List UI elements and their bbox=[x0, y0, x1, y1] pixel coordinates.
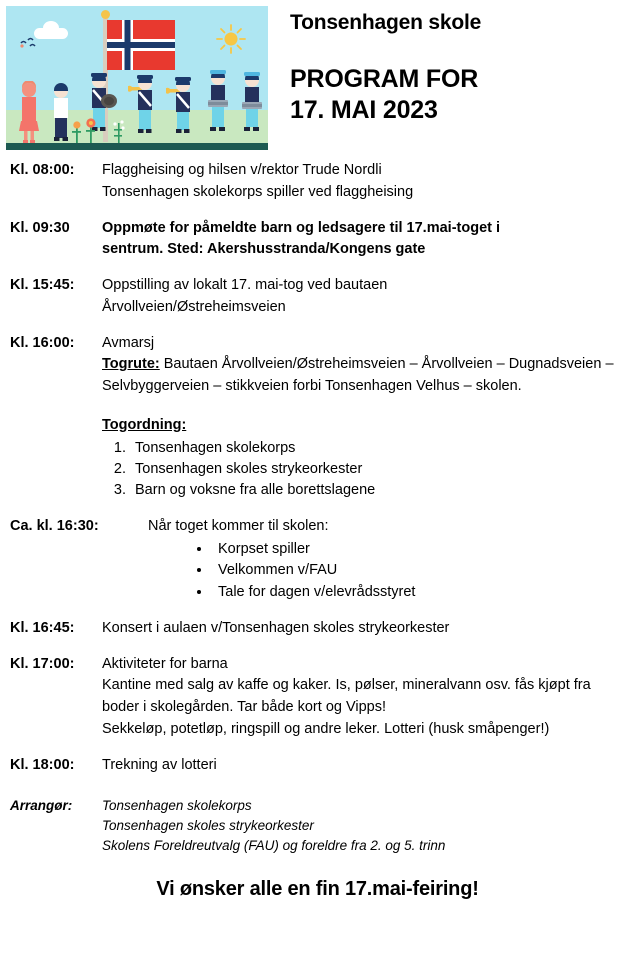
program-row-1645 bbox=[10, 618, 625, 640]
program-content-0800 bbox=[102, 160, 625, 204]
program-time-1700: Kl. 17:00: bbox=[10, 655, 75, 672]
togordning-list bbox=[102, 438, 625, 502]
program-title-line-1: PROGRAM FOR bbox=[290, 65, 479, 94]
program-row-1700 bbox=[10, 654, 625, 741]
program-line: Avmarsj bbox=[102, 334, 155, 351]
program-content-1645 bbox=[102, 618, 625, 640]
togrute-text: Bautaen Årvollveien/Østreheimsveien – Årvollveien – Dugnadsveien – Selvbyggerveien – stikkveien forbi Tonsenhagen Velhus – skolen. bbox=[102, 356, 614, 394]
list-item: • Tale for dagen v/elevrådsstyret bbox=[212, 582, 625, 604]
program-row-0800 bbox=[10, 160, 625, 204]
page-header bbox=[0, 0, 633, 150]
togrute-paragraph bbox=[102, 354, 625, 398]
organizer-line: Tonsenhagen skoles strykeorkester bbox=[102, 818, 314, 834]
flag-pole-knob bbox=[101, 10, 110, 19]
program-time-1545: Kl. 15:45: bbox=[10, 277, 75, 293]
togordning-label: Togordning: bbox=[102, 416, 187, 433]
program-line: Flaggheising og hilsen v/rektor Trude Nordli bbox=[102, 162, 382, 178]
program-title bbox=[290, 64, 633, 127]
program-row-1630 bbox=[10, 516, 625, 604]
program-row-0930 bbox=[10, 218, 625, 262]
program-line: Konsert i aulaen v/Tonsenhagen skoles strykeorkester bbox=[102, 619, 450, 636]
program-time-1645: Kl. 16:45: bbox=[10, 619, 75, 636]
program-time-1630: Ca. kl. 16:30: bbox=[10, 517, 99, 534]
program-content-1630 bbox=[148, 516, 625, 604]
program-row-1800 bbox=[10, 755, 625, 777]
list-item: 1. Tonsenhagen skolekorps bbox=[130, 438, 625, 459]
organizer-row bbox=[10, 796, 625, 856]
program-content-1545 bbox=[102, 275, 625, 319]
list-item: • Korpset spiller bbox=[212, 539, 625, 561]
school-name: Tonsenhagen skole bbox=[290, 11, 482, 34]
program-line: Oppstilling av lokalt 17. mai-tog ved bautaen bbox=[102, 277, 388, 293]
organizer-line: Skolens Foreldreutvalg (FAU) og foreldre fra 2. og 5. trinn bbox=[102, 838, 446, 854]
list-item: 2. Tonsenhagen skoles strykeorkester bbox=[130, 459, 625, 480]
program-time-1600: Kl. 16:00: bbox=[10, 334, 75, 351]
organizer-content bbox=[102, 796, 625, 856]
program-row-1600 bbox=[10, 333, 625, 502]
snare-drummer-figure-2 bbox=[238, 69, 266, 143]
program-content-1800 bbox=[102, 755, 625, 777]
program-time-1800: Kl. 18:00: bbox=[10, 756, 75, 773]
program-schedule bbox=[0, 150, 633, 901]
program-line: Tonsenhagen skolekorps spiller ved flaggheising bbox=[102, 183, 414, 200]
program-content-1600 bbox=[102, 333, 625, 502]
program-line: Oppmøte for påmeldte barn og ledsagere til 17.mai-toget i bbox=[102, 219, 501, 236]
program-line: Sekkeløp, potetløp, ringspill og andre leker. Lotteri (husk småpenger!) bbox=[102, 720, 550, 737]
grass-tuft-icon bbox=[110, 119, 128, 143]
program-line: sentrum. Sted: Akershusstranda/Kongens gate bbox=[102, 241, 426, 258]
program-line: Trekning av lotteri bbox=[102, 756, 217, 773]
program-line: Kantine med salg av kaffe og kaker. Is, pølser, mineralvann osv. fås kjøpt fra boder i skolegården. Tar både kort og Vipps! bbox=[102, 677, 591, 716]
program-time-0800: Kl. 08:00: bbox=[10, 162, 75, 178]
ground-strip bbox=[6, 143, 268, 150]
snare-drummer-figure-1 bbox=[204, 69, 232, 143]
program-row-1545 bbox=[10, 275, 625, 319]
flowers-left-icon bbox=[68, 117, 102, 143]
title-block bbox=[268, 6, 633, 127]
spectator-girl-figure bbox=[18, 81, 40, 143]
program-line: Årvollveien/Østreheimsveien bbox=[102, 298, 286, 315]
sun-icon bbox=[214, 22, 248, 56]
trumpet-player-figure-1 bbox=[128, 71, 160, 143]
organizer-label: Arrangør: bbox=[10, 798, 73, 814]
program-content-1700 bbox=[102, 654, 625, 741]
closing-greeting: Vi ønsker alle en fin 17.mai-feiring! bbox=[156, 877, 479, 900]
parade-illustration bbox=[6, 6, 268, 150]
birds-icon bbox=[20, 36, 42, 50]
program-line: Aktiviteter for barna bbox=[102, 655, 228, 672]
program-time-0930: Kl. 09:30 bbox=[10, 219, 70, 236]
list-item: • Velkommen v/FAU bbox=[212, 560, 625, 582]
togrute-label: Togrute: bbox=[102, 356, 160, 373]
program-title-line-2: 17. MAI 2023 bbox=[290, 96, 438, 125]
norwegian-flag-icon bbox=[107, 20, 175, 70]
togordning-block bbox=[102, 415, 625, 502]
organizer-line: Tonsenhagen skolekorps bbox=[102, 798, 252, 814]
program-content-0930 bbox=[102, 218, 625, 262]
trumpet-player-figure-2 bbox=[166, 71, 198, 143]
list-item: 3. Barn og voksne fra alle borettslagene bbox=[130, 480, 625, 501]
program-line: Når toget kommer til skolen: bbox=[148, 517, 329, 534]
arrival-bullet-list bbox=[148, 539, 625, 604]
